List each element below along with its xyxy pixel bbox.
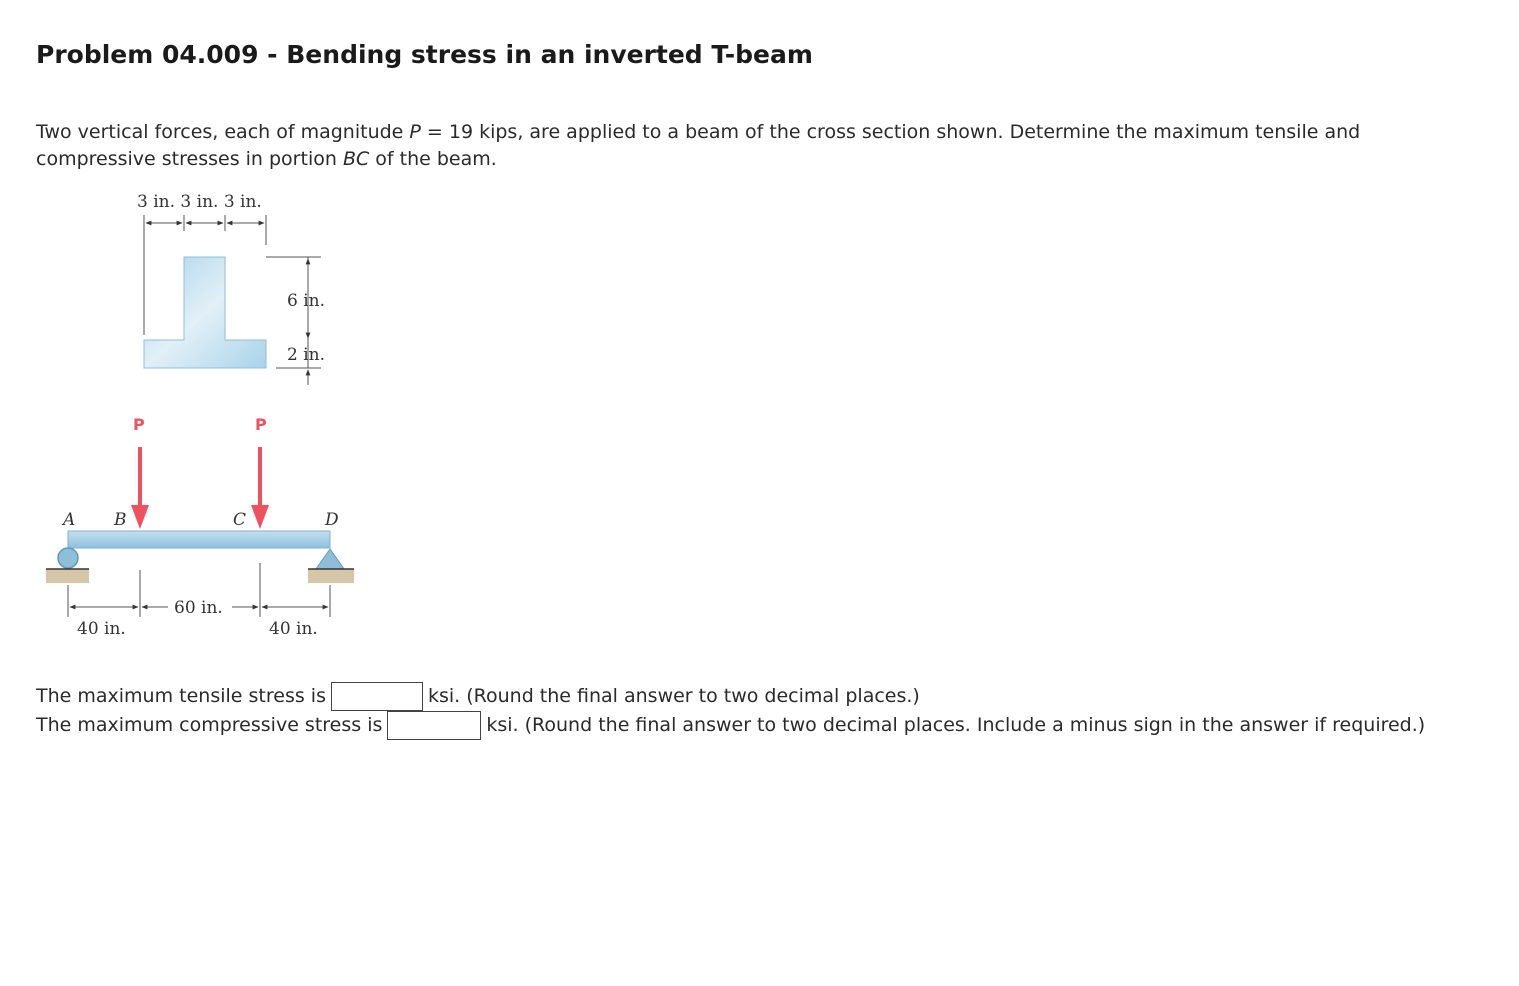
point-label-b: B bbox=[114, 510, 127, 530]
tensile-prefix: The maximum tensile stress is bbox=[36, 685, 326, 707]
statement-text-2: = 19 kips, are applied to a beam of the cross section shown. Determine the maximum tensile and compressive stresses in portion bbox=[36, 121, 1361, 170]
force-arrow-left bbox=[131, 447, 149, 529]
cross-section bbox=[137, 192, 325, 385]
dim-bc-label: 60 in. bbox=[174, 598, 223, 618]
problem-statement bbox=[36, 119, 1466, 173]
beam-body bbox=[68, 531, 330, 548]
dim-cd-label: 40 in. bbox=[269, 619, 318, 639]
force-label-left: P bbox=[133, 415, 145, 434]
dim-web-label: 6 in. bbox=[287, 291, 326, 311]
dim-right-lines bbox=[266, 257, 321, 385]
point-label-c: C bbox=[233, 510, 247, 530]
tensile-stress-input[interactable] bbox=[331, 682, 423, 711]
force-label-right: P bbox=[255, 415, 267, 434]
beam-diagram bbox=[46, 415, 354, 639]
point-label-a: A bbox=[63, 510, 76, 530]
compressive-prefix: The maximum compressive stress is bbox=[36, 714, 383, 736]
dim-top-label: 3 in. 3 in. 3 in. bbox=[137, 192, 262, 212]
point-label-d: D bbox=[325, 510, 339, 530]
compressive-suffix: ksi. (Round the final answer to two decimal places. Include a minus sign in the answer if required.) bbox=[486, 714, 1426, 736]
statement-text-3: of the beam. bbox=[369, 148, 497, 170]
tensile-answer-row bbox=[36, 682, 920, 711]
variable-bc: BC bbox=[342, 148, 370, 170]
tensile-suffix: ksi. (Round the final answer to two decimal places.) bbox=[427, 685, 920, 707]
dim-ab-label: 40 in. bbox=[77, 619, 126, 639]
compressive-answer-row bbox=[36, 711, 1476, 740]
page-title: Problem 04.009 - Bending stress in an inverted T-beam bbox=[36, 40, 813, 69]
beam-figure bbox=[36, 185, 376, 645]
variable-p: P bbox=[409, 121, 421, 143]
force-arrow-right bbox=[251, 447, 269, 529]
statement-text-1: Two vertical forces, each of magnitude bbox=[36, 121, 410, 143]
pin-support bbox=[308, 549, 354, 583]
compressive-stress-input[interactable] bbox=[387, 711, 481, 740]
dim-flange-label: 2 in. bbox=[287, 345, 326, 365]
t-section-shape bbox=[144, 257, 266, 368]
roller-support bbox=[46, 548, 89, 583]
